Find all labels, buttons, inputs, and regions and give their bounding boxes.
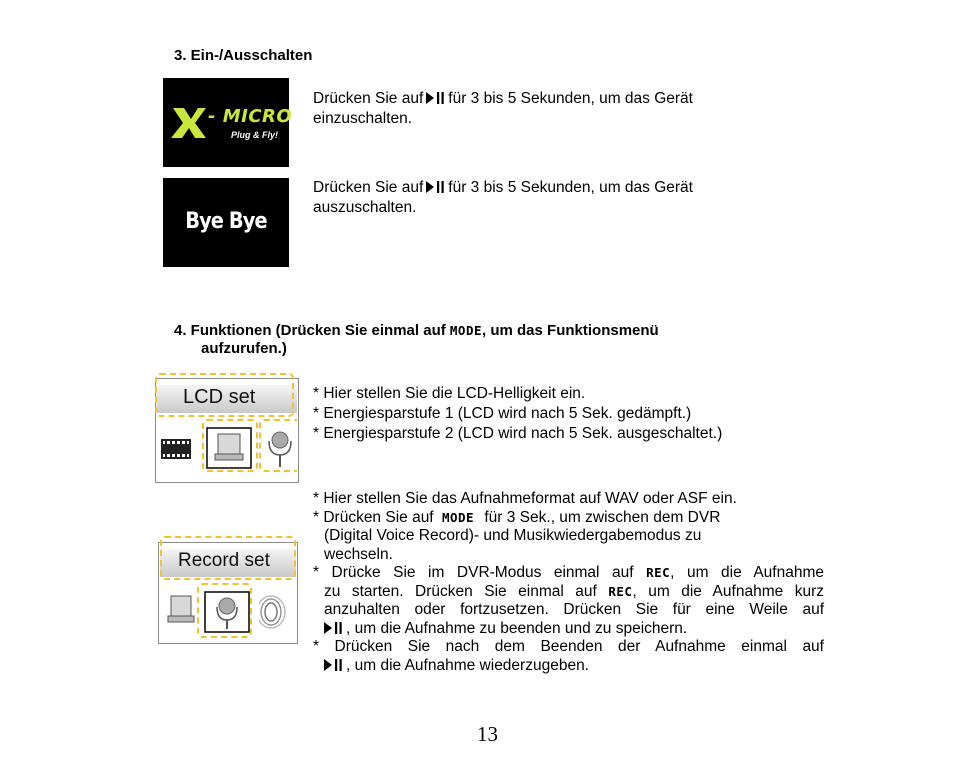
bye-bye-text: Bye Bye: [185, 209, 267, 234]
lcd-icon: [206, 427, 252, 469]
shutdown-screen-image: [163, 178, 289, 267]
rec-key: REC: [608, 583, 633, 599]
record-settings-list: * Hier stellen Sie das Aufnahmeformat auf WAV oder ASF ein. * Drücken Sie auf MODE für 3 Sek., um zwischen dem DVR (Digital Voice Record)- und Musikwiedergabemodus zu wechseln. * Drücke Sie im DVR-Modus einmal auf REC, um die Aufnahme zu starten. Drücken Sie einmal auf REC, um die Aufnahme kurz anzuhalten oder fortzusetzen. Drücken Sie für eine Weile auf , um die Aufnahme zu beenden und zu speichern. * Drücken Sie nach dem Beenden der Aufnahme einmal auf , um die Aufnahme wiederzugeben.: [313, 490, 825, 674]
play-pause-icon: [324, 659, 343, 671]
page-number: 13: [477, 722, 498, 746]
record-bullet: * Drücke Sie im DVR-Modus einmal auf REC, um die Aufnahme: [313, 564, 825, 581]
lcd-settings-list: [313, 384, 722, 444]
lcd-set-label: LCD set: [157, 385, 297, 413]
boot-screen-image: [163, 78, 293, 167]
lcd-bullet: * Energiesparstufe 2 (LCD wird nach 5 Sek. ausgeschaltet.): [313, 425, 723, 442]
brand-tagline: Plug & Fly!: [231, 130, 278, 140]
lcd-bullet: * Energiesparstufe 1 (LCD wird nach 5 Sek. gedämpft.): [313, 405, 692, 422]
rec-key: REC: [646, 565, 671, 580]
section-3-heading: 3. Ein-/Ausschalten: [174, 47, 313, 64]
play-pause-icon: [324, 622, 343, 634]
brand-text: - MICRO: [208, 106, 293, 127]
play-pause-icon: [426, 181, 445, 193]
record-set-screen-image: [158, 542, 298, 644]
mode-key: MODE: [449, 323, 483, 338]
power-on-instruction: Drücken Sie auf für 3 bis 5 Sekunden, um das Gerät einzuschalten.: [313, 90, 693, 127]
highlight-frame: [155, 373, 294, 417]
film-icon: [160, 436, 194, 464]
record-set-label: Record set: [160, 549, 296, 577]
microphone-icon: [264, 429, 296, 469]
lcd-bullet: * Hier stellen Sie die LCD-Helligkeit ein.: [313, 385, 586, 402]
record-bullet: * Drücken Sie auf MODE für 3 Sek., um zwischen dem DVR: [313, 508, 721, 526]
power-off-instruction: Drücken Sie auf für 3 bis 5 Sekunden, um das Gerät auszuschalten.: [313, 179, 693, 216]
highlight-frame: [160, 536, 296, 580]
lcd-set-screen-image: [155, 378, 299, 483]
section-4-heading: 4. Funktionen (Drücken Sie einmal auf MODE, um das Funktionsmenü aufzurufen.): [174, 322, 659, 357]
record-bullet: * Drücken Sie nach dem Beenden der Aufnahme einmal auf: [313, 638, 824, 655]
mode-key: MODE: [441, 509, 475, 525]
lcd-icon: [164, 593, 198, 627]
microphone-icon: [204, 591, 250, 633]
sound-waves-icon: [259, 595, 295, 629]
record-bullet: * Hier stellen Sie das Aufnahmeformat auf WAV oder ASF ein.: [313, 490, 737, 507]
play-pause-icon: [426, 92, 445, 104]
